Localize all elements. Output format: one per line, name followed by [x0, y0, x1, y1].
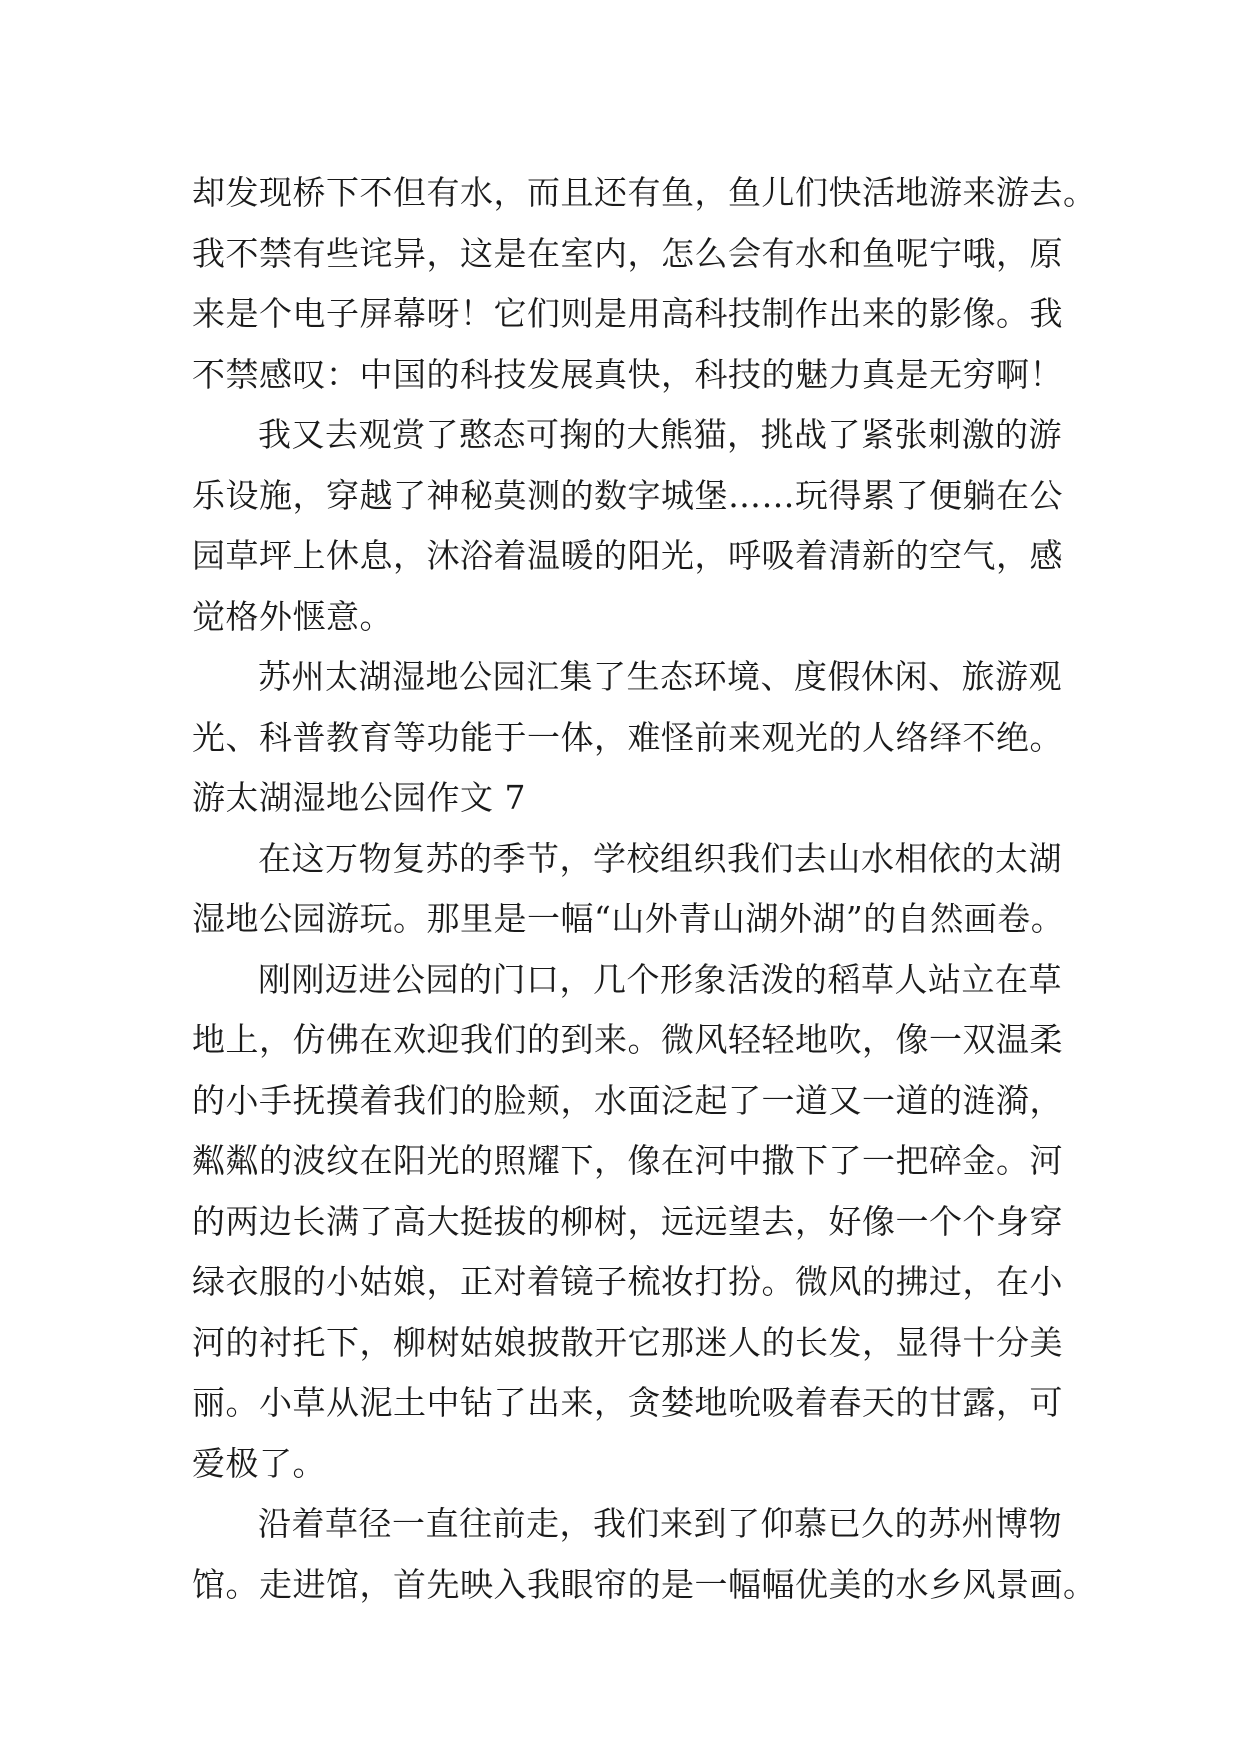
text-line: 粼粼的波纹在阳光的照耀下，像在河中撒下了一把碎金。河	[192, 1141, 1063, 1180]
text-line: 爱极了。	[192, 1443, 326, 1483]
text-line: 河的衬托下，柳树姑娘披散开它那迷人的长发，显得十分美	[192, 1322, 1063, 1362]
document-body	[192, 163, 1097, 1615]
text-line: 馆。走进馆，首先映入我眼帘的是一幅幅优美的水乡风景画。	[192, 1564, 1097, 1604]
paragraph-first-line: 刚刚迈进公园的门口，几个形象活泼的稻草人站立在草	[258, 959, 1062, 999]
paragraph-first-line: 苏州太湖湿地公园汇集了生态环境、度假休闲、旅游观	[258, 657, 1062, 696]
text-line: 却发现桥下不但有水，而且还有鱼，鱼儿们快活地游来游去。	[192, 173, 1097, 212]
text-line: 来是个电子屏幕呀！它们则是用高科技制作出来的影像。我	[192, 294, 1063, 333]
text-line: 觉格外惬意。	[192, 596, 393, 636]
text-line: 我不禁有些诧异，这是在室内，怎么会有水和鱼呢宁哦，原	[192, 233, 1063, 273]
text-line: 地上，仿佛在欢迎我们的到来。微风轻轻地吹，像一双温柔	[192, 1020, 1063, 1059]
paragraph-first-line: 沿着草径一直往前走，我们来到了仰慕已久的苏州博物	[258, 1504, 1062, 1543]
text-line: 绿衣服的小姑娘，正对着镜子梳妆打扮。微风的拂过，在小	[192, 1262, 1063, 1301]
text-line: 园草坪上休息，沐浴着温暖的阳光，呼吸着清新的空气，感	[192, 536, 1063, 575]
text-line: 湿地公园游玩。那里是一幅“山外青山湖外湖”的自然画卷。	[192, 899, 1065, 938]
paragraph-first-line: 我又去观赏了憨态可掬的大熊猫，挑战了紧张刺激的游	[258, 415, 1062, 454]
text-line: 丽。小草从泥土中钻了出来，贪婪地吮吸着春天的甘露，可	[192, 1383, 1063, 1422]
text-line: 的小手抚摸着我们的脸颊，水面泛起了一道又一道的涟漪，	[192, 1080, 1063, 1120]
text-line: 乐设施，穿越了神秘莫测的数字城堡……玩得累了便躺在公	[192, 475, 1063, 515]
section-heading: 游太湖湿地公园作文 7	[192, 778, 526, 817]
text-line: 的两边长满了高大挺拔的柳树，远远望去，好像一个个身穿	[192, 1201, 1063, 1241]
paragraph-first-line: 在这万物复苏的季节，学校组织我们去山水相依的太湖	[258, 838, 1062, 878]
text-line: 光、科普教育等功能于一体，难怪前来观光的人络绎不绝。	[192, 717, 1063, 757]
text-line: 不禁感叹：中国的科技发展真快，科技的魅力真是无穷啊！	[192, 354, 1063, 394]
